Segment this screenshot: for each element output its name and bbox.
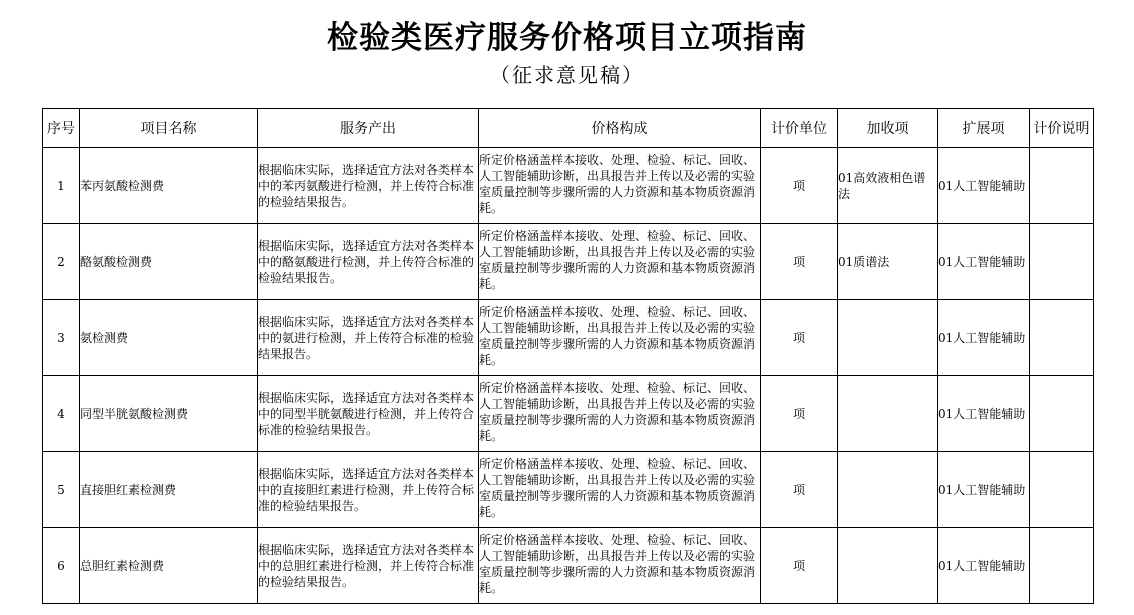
cell-unit: 项 [761, 376, 838, 452]
cell-name: 同型半胱氨酸检测费 [80, 376, 258, 452]
header-additional: 加收项 [838, 109, 938, 148]
table-row [43, 452, 1094, 528]
cell-extension: 01人工智能辅助 [938, 376, 1030, 452]
cell-note [1030, 376, 1094, 452]
header-name: 项目名称 [80, 109, 258, 148]
cell-seq: 2 [43, 224, 80, 300]
cell-extension: 01人工智能辅助 [938, 148, 1030, 224]
cell-service-output: 根据临床实际，选择适宜方法对各类样本中的苯丙氨酸进行检测，并上传符合标准的检验结果报告。 [258, 148, 479, 224]
cell-unit: 项 [761, 224, 838, 300]
table-row [43, 376, 1094, 452]
cell-name: 酪氨酸检测费 [80, 224, 258, 300]
cell-note [1030, 300, 1094, 376]
table-row [43, 224, 1094, 300]
cell-unit: 项 [761, 452, 838, 528]
cell-additional [838, 452, 938, 528]
table-row [43, 528, 1094, 604]
header-note: 计价说明 [1030, 109, 1094, 148]
cell-extension: 01人工智能辅助 [938, 224, 1030, 300]
cell-note [1030, 224, 1094, 300]
cell-unit: 项 [761, 528, 838, 604]
cell-name: 总胆红素检测费 [80, 528, 258, 604]
pricing-table [42, 108, 1094, 604]
cell-seq: 4 [43, 376, 80, 452]
cell-service-output: 根据临床实际，选择适宜方法对各类样本中的酪氨酸进行检测，并上传符合标准的检验结果报告。 [258, 224, 479, 300]
header-seq: 序号 [43, 109, 80, 148]
cell-unit: 项 [761, 300, 838, 376]
cell-service-output: 根据临床实际，选择适宜方法对各类样本中的氨进行检测，并上传符合标准的检验结果报告。 [258, 300, 479, 376]
header-price-composition: 价格构成 [479, 109, 761, 148]
cell-price-composition: 所定价格涵盖样本接收、处理、检验、标记、回收、人工智能辅助诊断，出具报告并上传以及必需的实验室质量控制等步骤所需的人力资源和基本物质资源消耗。 [479, 224, 761, 300]
cell-additional [838, 300, 938, 376]
cell-service-output: 根据临床实际，选择适宜方法对各类样本中的直接胆红素进行检测，并上传符合标准的检验结果报告。 [258, 452, 479, 528]
cell-service-output: 根据临床实际，选择适宜方法对各类样本中的同型半胱氨酸进行检测，并上传符合标准的检验结果报告。 [258, 376, 479, 452]
cell-extension: 01人工智能辅助 [938, 300, 1030, 376]
cell-price-composition: 所定价格涵盖样本接收、处理、检验、标记、回收、人工智能辅助诊断，出具报告并上传以及必需的实验室质量控制等步骤所需的人力资源和基本物质资源消耗。 [479, 148, 761, 224]
cell-extension: 01人工智能辅助 [938, 528, 1030, 604]
page-subtitle: （征求意见稿） [490, 63, 644, 87]
header-service-output: 服务产出 [258, 109, 479, 148]
cell-service-output: 根据临床实际，选择适宜方法对各类样本中的总胆红素进行检测，并上传符合标准的检验结果报告。 [258, 528, 479, 604]
cell-note [1030, 528, 1094, 604]
cell-price-composition: 所定价格涵盖样本接收、处理、检验、标记、回收、人工智能辅助诊断，出具报告并上传以及必需的实验室质量控制等步骤所需的人力资源和基本物质资源消耗。 [479, 376, 761, 452]
cell-seq: 1 [43, 148, 80, 224]
cell-additional: 01质谱法 [838, 224, 938, 300]
header-unit: 计价单位 [761, 109, 838, 148]
cell-name: 苯丙氨酸检测费 [80, 148, 258, 224]
cell-unit: 项 [761, 148, 838, 224]
cell-price-composition: 所定价格涵盖样本接收、处理、检验、标记、回收、人工智能辅助诊断，出具报告并上传以及必需的实验室质量控制等步骤所需的人力资源和基本物质资源消耗。 [479, 452, 761, 528]
cell-seq: 3 [43, 300, 80, 376]
cell-note [1030, 148, 1094, 224]
cell-additional: 01高效液相色谱法 [838, 148, 938, 224]
page-title: 检验类医疗服务价格项目立项指南 [327, 20, 807, 56]
cell-extension: 01人工智能辅助 [938, 452, 1030, 528]
cell-additional [838, 376, 938, 452]
cell-seq: 5 [43, 452, 80, 528]
cell-additional [838, 528, 938, 604]
cell-name: 直接胆红素检测费 [80, 452, 258, 528]
cell-name: 氨检测费 [80, 300, 258, 376]
table-row [43, 300, 1094, 376]
table-header-row [43, 109, 1094, 148]
cell-seq: 6 [43, 528, 80, 604]
header-extension: 扩展项 [938, 109, 1030, 148]
cell-note [1030, 452, 1094, 528]
cell-price-composition: 所定价格涵盖样本接收、处理、检验、标记、回收、人工智能辅助诊断，出具报告并上传以及必需的实验室质量控制等步骤所需的人力资源和基本物质资源消耗。 [479, 300, 761, 376]
cell-price-composition: 所定价格涵盖样本接收、处理、检验、标记、回收、人工智能辅助诊断，出具报告并上传以及必需的实验室质量控制等步骤所需的人力资源和基本物质资源消耗。 [479, 528, 761, 604]
table-row [43, 148, 1094, 224]
